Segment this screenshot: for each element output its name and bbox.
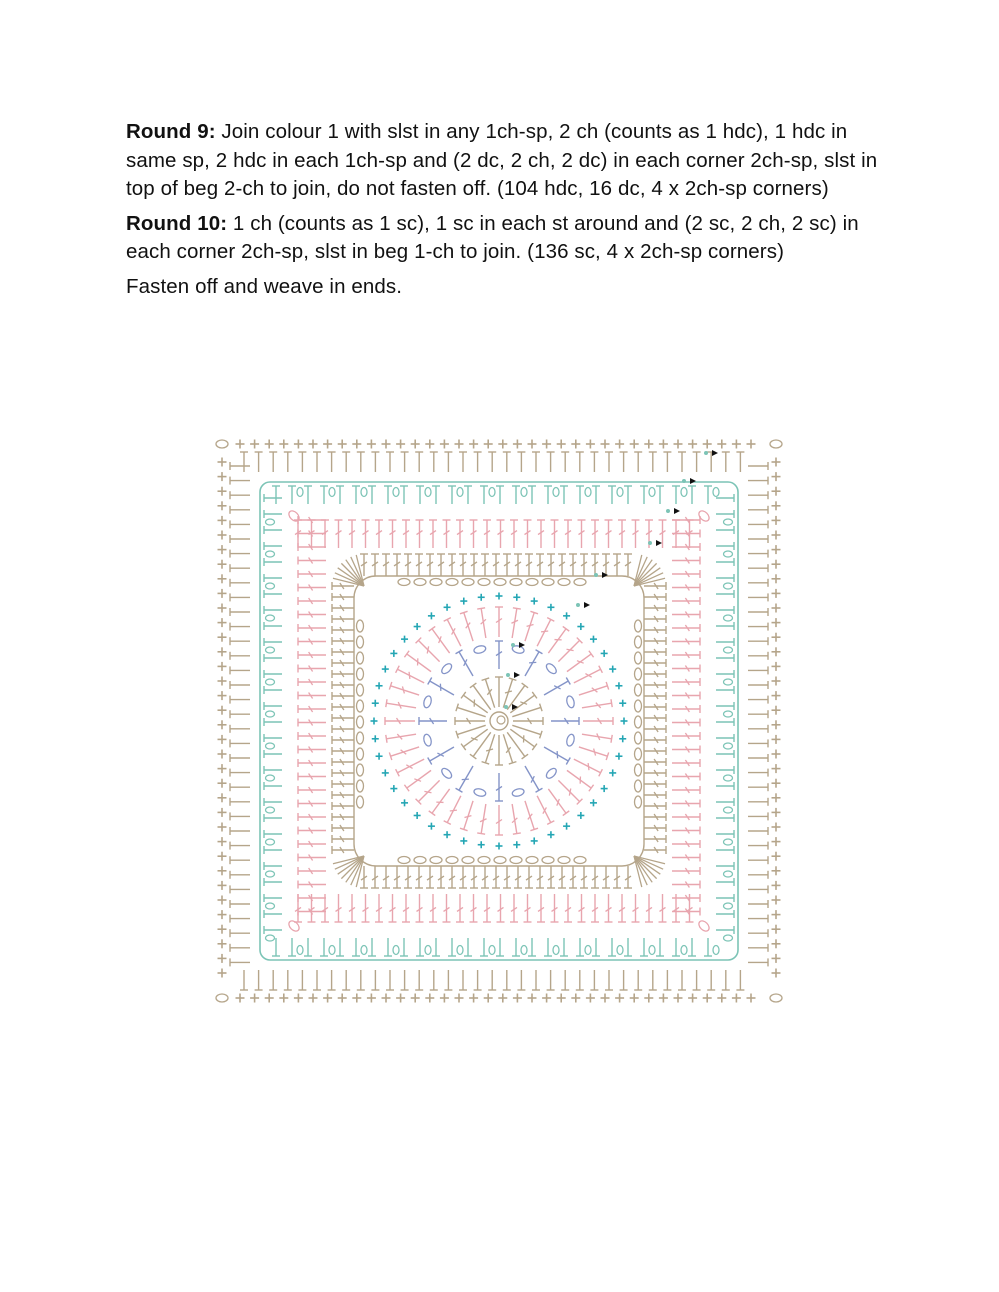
round-9-paragraph	[126, 118, 886, 204]
round-10-paragraph	[126, 210, 886, 267]
round-10-sc-border	[216, 440, 782, 1003]
crochet-chart	[214, 436, 784, 1006]
round-6-tan-fans	[332, 554, 666, 888]
round-9-label: Round 9:	[126, 120, 216, 143]
round-3-blue-ring	[419, 641, 579, 801]
round-1-2-center-spokes	[455, 677, 543, 765]
crochet-chart-svg	[214, 436, 784, 1006]
round-9-text: Join colour 1 with slst in any 1ch-sp, 2 ch (counts as 1 hdc), 1 hdc in same sp, 2 hdc in each 1ch-sp and (2 dc, 2 ch, 2 dc) in each corner 2ch-sp, slst in top of beg 2-ch to join, do not fasten off. (104 hdc, 16 dc, 4 x 2ch-sp corners)	[126, 120, 878, 200]
finish-paragraph: Fasten off and weave in ends.	[126, 274, 403, 298]
pattern-instructions	[126, 118, 886, 307]
round-10-text: 1 ch (counts as 1 sc), 1 sc in each st around and (2 sc, 2 ch, 2 sc) in each corner 2ch-sp, slst in beg 1-ch to join. (136 sc, 4 x 2ch-sp corners)	[126, 211, 859, 263]
round-10-label: Round 10:	[126, 211, 228, 235]
